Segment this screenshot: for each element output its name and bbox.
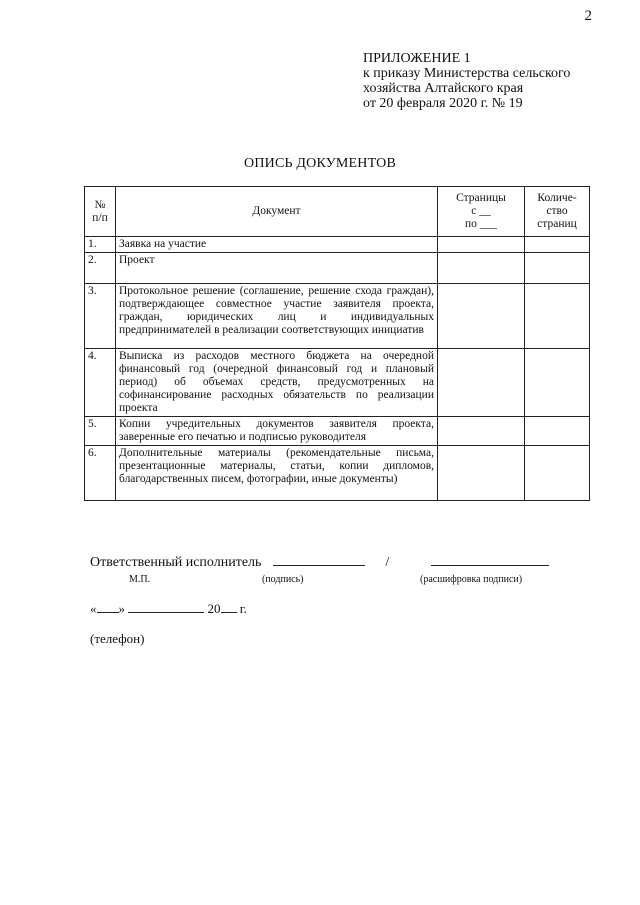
header-number-label: п/п	[92, 211, 108, 224]
responsible-executor-label: Ответственный исполнитель	[90, 555, 262, 570]
table-row	[85, 446, 590, 501]
date-year-blank	[221, 611, 237, 613]
row-number: 4.	[85, 349, 116, 417]
date-day-blank	[97, 611, 119, 613]
table-row	[85, 417, 590, 446]
header-pages-from: с __	[471, 205, 491, 217]
signature-decode-blank	[431, 564, 549, 566]
signature-blank	[273, 564, 365, 566]
stamp-label: М.П.	[129, 574, 151, 585]
date-open-quote: «	[90, 601, 97, 616]
table-row	[85, 284, 590, 349]
row-number: 6.	[85, 446, 116, 501]
row-number: 1.	[85, 237, 116, 253]
row-document: Заявка на участие	[116, 237, 438, 253]
date-year-prefix: 20	[207, 601, 221, 616]
annex-header	[363, 51, 570, 111]
row-document: Протокольное решение (соглашение, решение схода граждан), подтверждающее совместное участие заявителя проекта, граждан, юридических лиц и индивидуальных предпринимателей в реализации соответствующих инициатив	[116, 284, 438, 349]
table-row	[85, 237, 590, 253]
header-document: Документ	[116, 187, 438, 237]
annex-order-line: к приказу Министерства сельского	[363, 66, 571, 81]
row-pages-cell	[438, 284, 525, 349]
row-count-cell	[525, 446, 590, 501]
row-count-cell	[525, 253, 590, 284]
signature-hint: (подпись)	[262, 574, 304, 585]
row-count-cell	[525, 237, 590, 253]
row-pages-cell	[438, 417, 525, 446]
row-number: 3.	[85, 284, 116, 349]
header-pages-label: Страницы	[456, 192, 506, 204]
row-document: Копии учредительных документов заявителя проекта, заверенные его печатью и подписью руководителя	[116, 417, 438, 446]
table-row	[85, 349, 590, 417]
header-page-count	[525, 187, 590, 237]
signature-separator: /	[385, 555, 390, 570]
row-pages-cell	[438, 446, 525, 501]
annex-title: ПРИЛОЖЕНИЕ 1	[363, 51, 471, 66]
row-number: 2.	[85, 253, 116, 284]
date-close-quote: »	[118, 601, 125, 616]
annex-ministry-line: хозяйства Алтайского края	[363, 81, 524, 96]
date-year-suffix: г.	[239, 601, 247, 616]
header-count-line3: страниц	[537, 218, 577, 230]
header-pages	[438, 187, 525, 237]
table-header-row	[85, 187, 590, 237]
header-number	[85, 187, 116, 237]
table-row	[85, 253, 590, 284]
row-count-cell	[525, 349, 590, 417]
row-count-cell	[525, 284, 590, 349]
row-document: Дополнительные материалы (рекомендательные письма, презентационные материалы, статьи, копии дипломов, благодарственных писем, фотографии, иные документы)	[116, 446, 438, 501]
page-number: 2	[584, 8, 592, 24]
row-document: Выписка из расходов местного бюджета на очередной финансовый год (очередной финансовый год и плановый период) об объемах средств, предусмотренных на софинансирование расходных обязательств по реализации проекта	[116, 349, 438, 417]
signature-row	[90, 555, 549, 571]
header-count-line2: ство	[546, 205, 568, 217]
date-line	[90, 601, 247, 617]
row-pages-cell	[438, 253, 525, 284]
row-pages-cell	[438, 349, 525, 417]
date-month-blank	[128, 611, 204, 613]
row-number: 5.	[85, 417, 116, 446]
signature-decode-hint: (расшифровка подписи)	[420, 574, 523, 585]
annex-date-line: от 20 февраля 2020 г. № 19	[363, 96, 523, 111]
header-count-line1: Количе-	[537, 192, 577, 204]
header-pages-to: по ___	[464, 218, 498, 230]
row-pages-cell	[438, 237, 525, 253]
row-count-cell	[525, 417, 590, 446]
header-number-sign: №	[94, 198, 106, 211]
phone-label: (телефон)	[90, 631, 145, 646]
signature-block	[90, 555, 549, 571]
documents-table	[84, 186, 590, 501]
row-document: Проект	[116, 253, 438, 284]
document-title: ОПИСЬ ДОКУМЕНТОВ	[244, 156, 396, 171]
